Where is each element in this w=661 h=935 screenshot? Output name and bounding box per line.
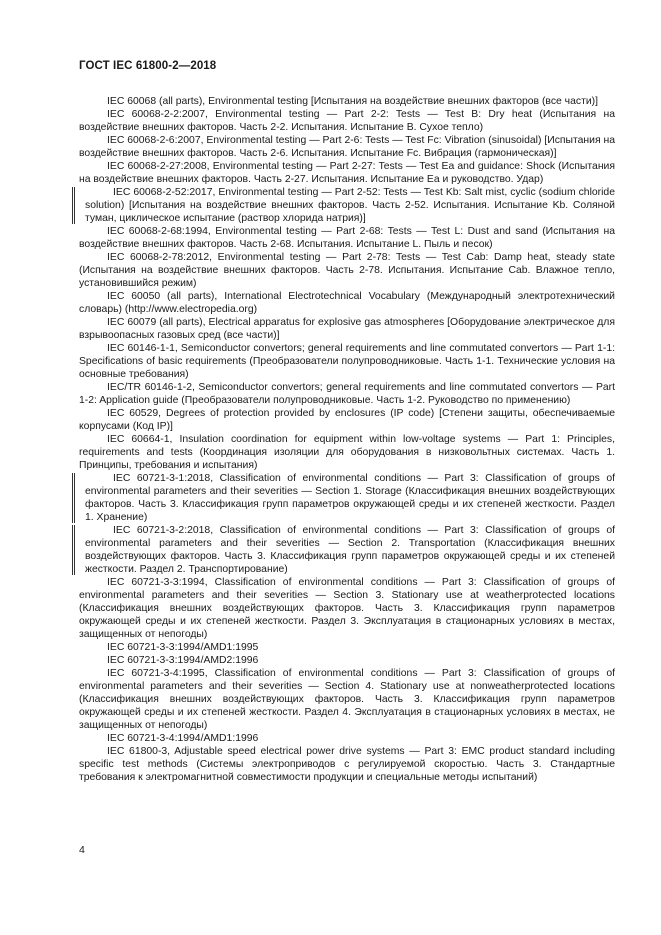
reference-entry: IEC 60721-3-3:1994/AMD2:1996 <box>107 655 259 666</box>
reference-entry: IEC 60079 (all parts), Electrical apparatus for explosive gas atmospheres [Оборудование электрическое для взрывоопасных газовых сред (все части)] <box>79 317 615 341</box>
reference-entry: IEC 60068-2-6:2007, Environmental testing — Part 2-6: Tests — Test Fc: Vibration (sinusoidal) [Испытания на воздействие внешних факторов. Часть 2-6. Испытания. Испытание Fc. Вибрация (гармоническая)] <box>79 135 615 159</box>
reference-entry: IEC 60721-3-4:1994/AMD1:1996 <box>107 733 259 744</box>
reference-entry: IEC 61800-3, Adjustable speed electrical power drive systems — Part 3: EMC product standard including specific test methods (Системы электроприводов с регулируемой скоростью. Часть 3. Стандартные требования к электромагнитной совместимости продукции и специальные методы испытаний) <box>79 746 615 783</box>
reference-entry: IEC 60721-3-3:1994/AMD1:1995 <box>107 642 259 653</box>
reference-entry: IEC 60721-3-3:1994, Classification of environmental conditions — Part 3: Classification of groups of environmental parameters and their severities — Section 3. Stationary use at weatherprotected locations (Классификация внешних воздействующих факторов. Часть 3. Классификация групп параметров окружающей среды и их степеней жесткости. Раздел 3. Эксплуатация в стационарных условиях в местах, защищенных от непогоды) <box>79 577 615 640</box>
normative-references-list <box>79 95 615 784</box>
reference-entry: IEC 60068-2-27:2008, Environmental testing — Part 2-27: Tests — Test Ea and guidance: Shock (Испытания на воздействие внешних факторов. Часть 2-27. Испытания. Испытание Еа и руководство. Удар) <box>79 161 615 185</box>
page-number: 4 <box>79 844 85 856</box>
reference-entry-changed: IEC 60068-2-52:2017, Environmental testing — Part 2-52: Tests — Test Kb: Salt mist, cyclic (sodium chloride solution) [Испытания на воздействие внешних факторов. Часть 2-52. Испытания. Испытание Kb. Соляной туман, циклическое испытание (раствор хлорида натрия)] <box>79 186 615 225</box>
reference-entry: IEC 60664-1, Insulation coordination for equipment within low-voltage systems — Part 1: Principles, requirements and tests (Координация изоляции для оборудования в низковольтных системах. Часть 1. Принципы, требования и испытания) <box>79 434 615 471</box>
reference-entry: IEC 60068 (all parts), Environmental testing [Испытания на воздействие внешних факторов (все части)] <box>107 96 598 107</box>
document-header: ГОСТ IEC 61800-2—2018 <box>79 60 217 72</box>
reference-entry: IEC 60068-2-68:1994, Environmental testing — Part 2-68: Tests — Test L: Dust and sand (Испытания на воздействие внешних факторов. Часть 2-68. Испытания. Испытание L. Пыль и песок) <box>79 226 615 250</box>
reference-entry-changed: IEC 60721-3-1:2018, Classification of environmental conditions — Part 3: Classification of groups of environmental parameters and their severities — Section 1. Storage (Классификация внешних воздействующих факторов. Часть 3. Классификация групп параметров окружающей среды и их степеней жесткости. Раздел 1. Хранение) <box>79 472 615 524</box>
reference-entry: IEC 60529, Degrees of protection provided by enclosures (IP code) [Степени защиты, обеспечиваемые корпусами (Код IP)] <box>79 408 615 432</box>
reference-entry: IEC/TR 60146-1-2, Semiconductor convertors; general requirements and line commutated convertors — Part 1-2: Application guide (Преобразователи полупроводниковые. Часть 1-2. Руководство по применению) <box>79 382 615 406</box>
reference-entry-changed: IEC 60721-3-2:2018, Classification of environmental conditions — Part 3: Classification of groups of environmental parameters and their severities — Section 2. Transportation (Классификация внешних воздействующих факторов. Часть 3. Классификация групп параметров окружающей среды и их степеней жесткости. Раздел 2. Транспортирование) <box>79 524 615 576</box>
reference-entry: IEC 60068-2-2:2007, Environmental testing — Part 2-2: Tests — Test B: Dry heat (Испытания на воздействие внешних факторов. Часть 2-2. Испытания. Испытание В. Сухое тепло) <box>79 109 615 133</box>
reference-entry: IEC 60050 (all parts), International Electrotechnical Vocabulary (Международный электротехнический словарь) (http://www.electropedia.org) <box>79 291 615 315</box>
reference-entry: IEC 60146-1-1, Semiconductor convertors; general requirements and line commutated convertors — Part 1-1: Specifications of basic requirements (Преобразователи полупроводниковые. Часть 1-1. Технические условия на основные требования) <box>79 343 615 380</box>
reference-entry: IEC 60068-2-78:2012, Environmental testing — Part 2-78: Tests — Test Cab: Damp heat, steady state (Испытания на воздействие внешних факторов. Часть 2-78. Испытания. Испытание Cab. Влажное тепло, установившийся режим) <box>79 252 615 289</box>
reference-entry: IEC 60721-3-4:1995, Classification of environmental conditions — Part 3: Classification of groups of environmental parameters and their severities — Section 4. Stationary use at nonweatherprotected locations (Классификация внешних воздействующих факторов. Часть 3. Классификация групп параметров окружающей среды и их степеней жесткости. Раздел 4. Эксплуатация в стационарных условиях в местах, не защищенных от непогоды) <box>79 668 615 731</box>
